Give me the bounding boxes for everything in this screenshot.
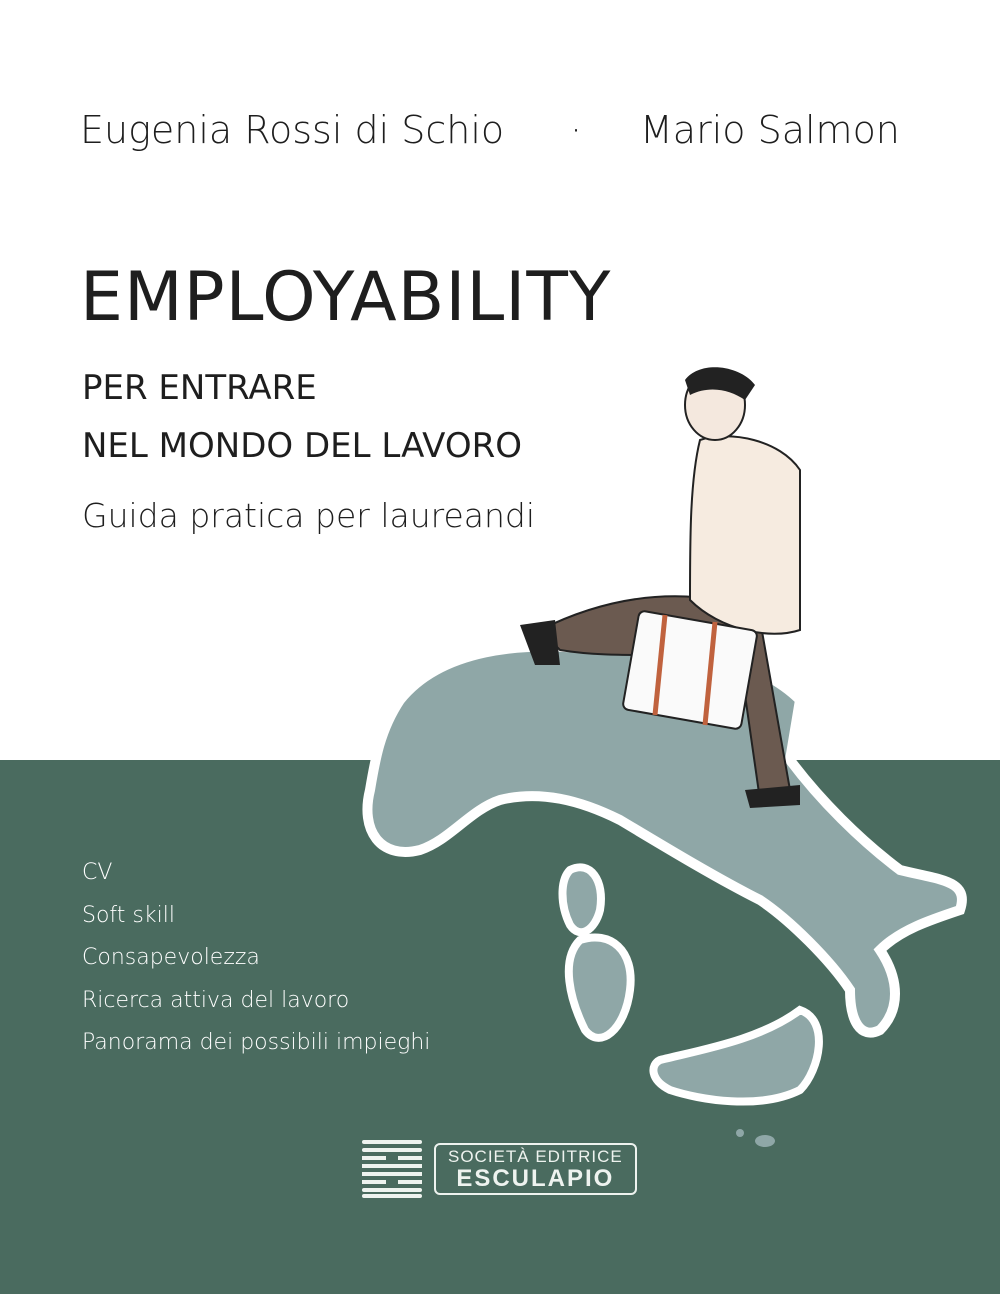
publisher-line-1: SOCIETÀ EDITRICE [448, 1147, 623, 1166]
topic-item: CV [82, 860, 113, 885]
publisher-line-2: ESCULAPIO [456, 1165, 615, 1192]
author-1: Eugenia Rossi di Schio [80, 108, 505, 152]
italy-map-illustration [367, 647, 961, 1147]
book-title: EMPLOYABILITY [80, 258, 612, 337]
author-separator: · [570, 108, 583, 152]
author-2: Mario Salmon [640, 108, 900, 152]
publisher-name-box [434, 1143, 637, 1195]
topics-list [82, 852, 430, 1065]
publisher-logo [362, 1140, 637, 1198]
topic-item: Consapevolezza [82, 945, 260, 970]
publisher-mark-icon [362, 1140, 422, 1198]
topic-item: Soft skill [82, 902, 175, 928]
subtitle-line-1: PER ENTRARE [82, 368, 317, 408]
topic-item: Panorama dei possibili impieghi [82, 1030, 431, 1055]
tagline: Guida pratica per laureandi [82, 496, 536, 535]
subtitle-line-2: NEL MONDO DEL LAVORO [82, 426, 522, 466]
topic-item: Ricerca attiva del lavoro [82, 987, 350, 1013]
